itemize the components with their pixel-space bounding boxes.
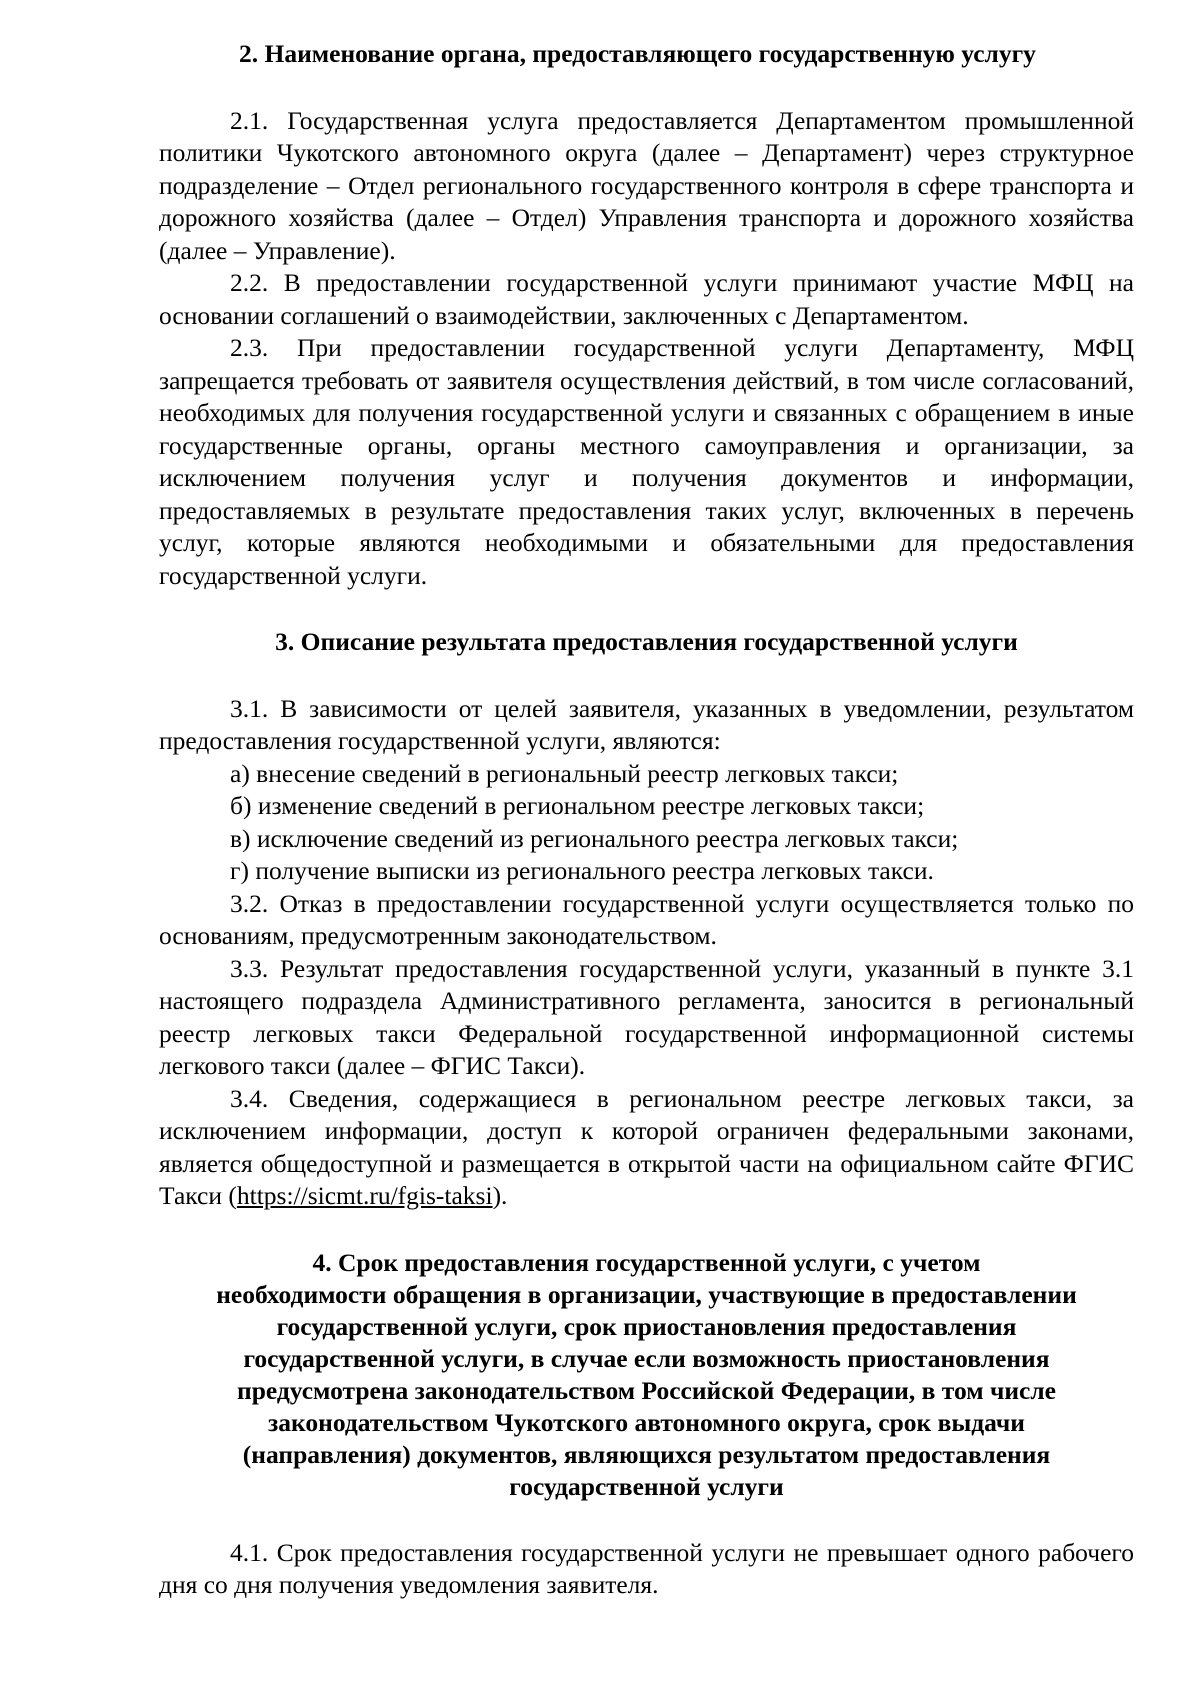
paragraph-3-4 bbox=[159, 1083, 1134, 1213]
fgis-taksi-link[interactable]: https://sicmt.ru/fgis-taksi bbox=[236, 1181, 493, 1210]
list-item-d: г) получение выписки из регионального реестра легковых такси. bbox=[230, 856, 934, 885]
paragraph-3-4-text: 3.4. Сведения, содержащиеся в региональном реестре легковых такси, за исключением информации, доступ к которой ограничен федеральными законами, является общедоступной и размещается в открытой части на официальном сайте ФГИС Такси ( bbox=[159, 1083, 1134, 1210]
section-3-heading: 3. Описание результата предоставления государственной услуги bbox=[275, 627, 1018, 656]
paragraph-3-4-tail: ). bbox=[492, 1181, 508, 1210]
paragraph-3-3: 3.3. Результат предоставления государственной услуги, указанный в пункте 3.1 настоящего подраздела Административного регламента, заносится в региональный реестр легковых такси Федеральной государственной информационной системы легкового такси (далее – ФГИС Такси). bbox=[159, 953, 1134, 1080]
paragraph-2-1: 2.1. Государственная услуга предоставляется Департаментом промышленной политики Чукотского автономного округа (далее – Департамент) через структурное подразделение – Отдел регионального государственного контроля в сфере транспорта и дорожного хозяйства (далее – Отдел) Управления транспорта и дорожного хозяйства (далее – Управление). bbox=[159, 105, 1134, 265]
list-item-c: в) исключение сведений из регионального реестра легковых такси; bbox=[230, 823, 959, 853]
section-4-heading-line: государственной услуги, срок приостановления предоставления bbox=[276, 1311, 1017, 1341]
spacer bbox=[159, 1213, 1134, 1247]
paragraph-3-2: 3.2. Отказ в предоставлении государственной услуги осуществляется только по основаниям, предусмотренным законодательством. bbox=[159, 888, 1134, 950]
section-4-heading-line: государственной услуги, в случае если возможность приостановления bbox=[243, 1343, 1050, 1373]
section-4-heading-line: (направления) документов, являющихся результатом предоставления bbox=[242, 1439, 1051, 1469]
list-item-b: б) изменение сведений в региональном реестре легковых такси; bbox=[230, 791, 925, 820]
section-4-heading bbox=[159, 1247, 1134, 1503]
section-4-heading-line: необходимости обращения в организации, участвующие в предоставлении bbox=[216, 1279, 1077, 1309]
paragraph-2-2: 2.2. В предоставлении государственной услуги принимают участие МФЦ на основании соглашений о взаимодействии, заключенных с Департаментом. bbox=[159, 268, 1134, 330]
paragraph-3-1: 3.1. В зависимости от целей заявителя, указанных в уведомлении, результатом предоставления государственной услуги, являются: bbox=[159, 693, 1134, 755]
list-item-a: а) внесение сведений в региональный реестр легковых такси; bbox=[230, 758, 899, 788]
section-4-heading-line: предусмотрена законодательством Российской Федерации, в том числе bbox=[237, 1375, 1056, 1405]
spacer bbox=[159, 659, 1134, 693]
section-4-heading-line: государственной услуги bbox=[509, 1471, 784, 1501]
spacer bbox=[159, 592, 1134, 626]
paragraph-2-3: 2.3. При предоставлении государственной услуги Департаменту, МФЦ запрещается требовать от заявителя осуществления действий, в том числе согласований, необходимых для получения государственной услуги и связанных с обращением в иные государственные органы, органы местного самоуправления и организации, за исключением получения услуг и получения документов и информации, предоставляемых в результате предоставления таких услуг, включенных в перечень услуг, которые являются необходимыми и обязательными для предоставления государственной услуги. bbox=[159, 333, 1134, 590]
section-2-heading: 2. Наименование органа, предоставляющего государственную услугу bbox=[239, 39, 1036, 68]
paragraph-4-1: 4.1. Срок предоставления государственной услуги не превышает одного рабочего дня со дня получения уведомления заявителя. bbox=[159, 1537, 1134, 1599]
spacer bbox=[159, 71, 1134, 105]
spacer bbox=[159, 1503, 1134, 1537]
section-4-heading-line: 4. Срок предоставления государственной услуги, с учетом bbox=[312, 1247, 981, 1277]
document-page bbox=[159, 38, 1134, 1602]
section-4-heading-line: законодательством Чукотского автономного округа, срок выдачи bbox=[268, 1407, 1025, 1437]
